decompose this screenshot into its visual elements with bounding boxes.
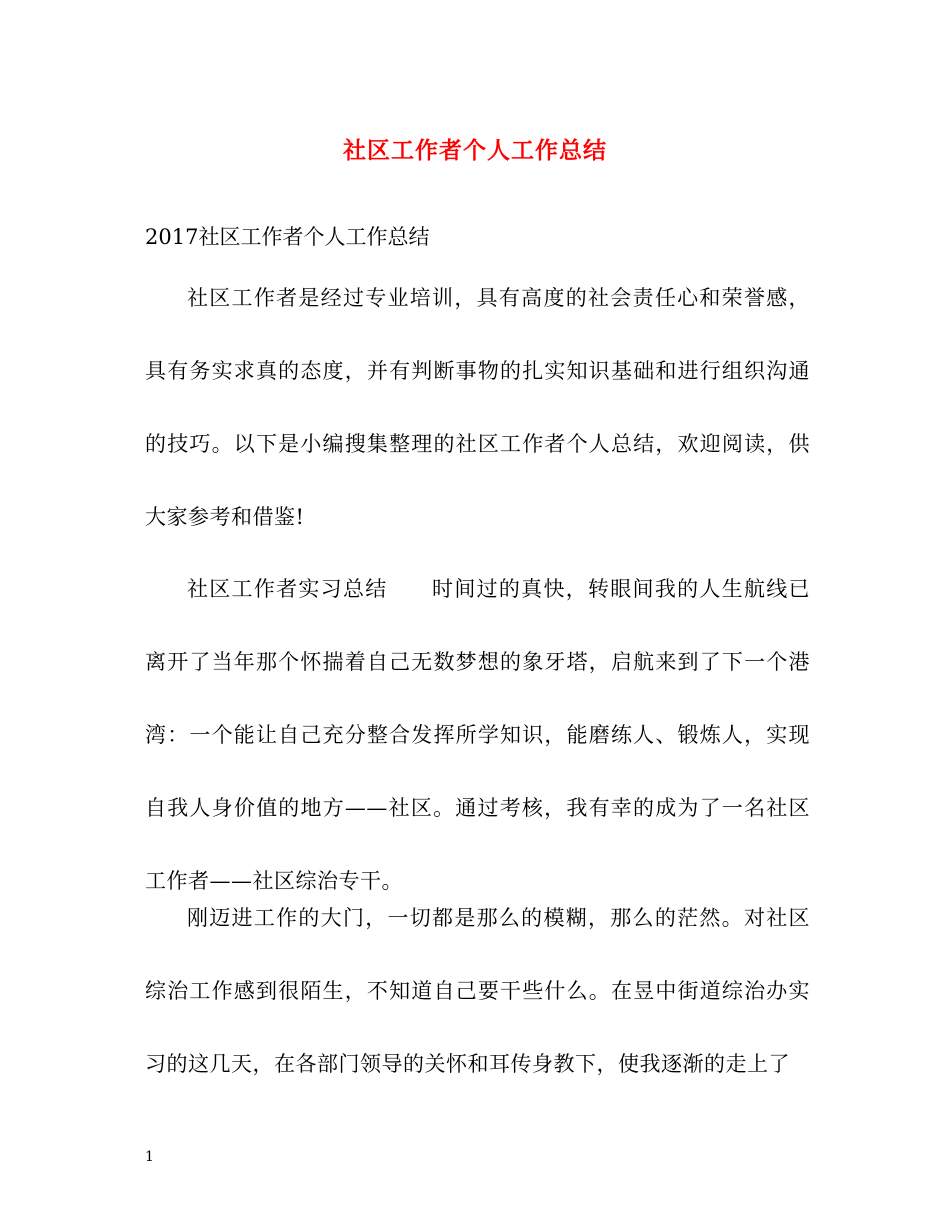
paragraph-intro: 社区工作者是经过专业培训，具有高度的社会责任心和荣誉感，具有务实求真的态度，并有判断事物的扎实知识基础和进行组织沟通的技巧。以下是小编搜集整理的社区工作者个人总结，欢迎阅读，供大家参考和借鉴! xyxy=(145,286,810,529)
document-title: 社区工作者个人工作总结 xyxy=(343,137,607,164)
paragraph-first-days: 刚迈进工作的大门，一切都是那么的模糊，那么的茫然。对社区综治工作感到很陌生，不知道自己要干些什么。在昱中街道综治办实习的这几天，在各部门领导的关怀和耳传身教下，使我逐渐的走上了 xyxy=(145,906,810,1076)
paragraph-internship: 社区工作者实习总结 时间过的真快，转眼间我的人生航线已离开了当年那个怀揣着自己无数梦想的象牙塔，启航来到了下一个港湾：一个能让自己充分整合发挥所学知识，能磨练人、锻炼人，实现自我人身价值的地方——社区。通过考核，我有幸的成为了一名社区工作者——社区综治专干。 xyxy=(145,577,810,893)
document-subtitle: 2017社区工作者个人工作总结 xyxy=(145,225,430,249)
page-number: 1 xyxy=(145,1149,154,1165)
